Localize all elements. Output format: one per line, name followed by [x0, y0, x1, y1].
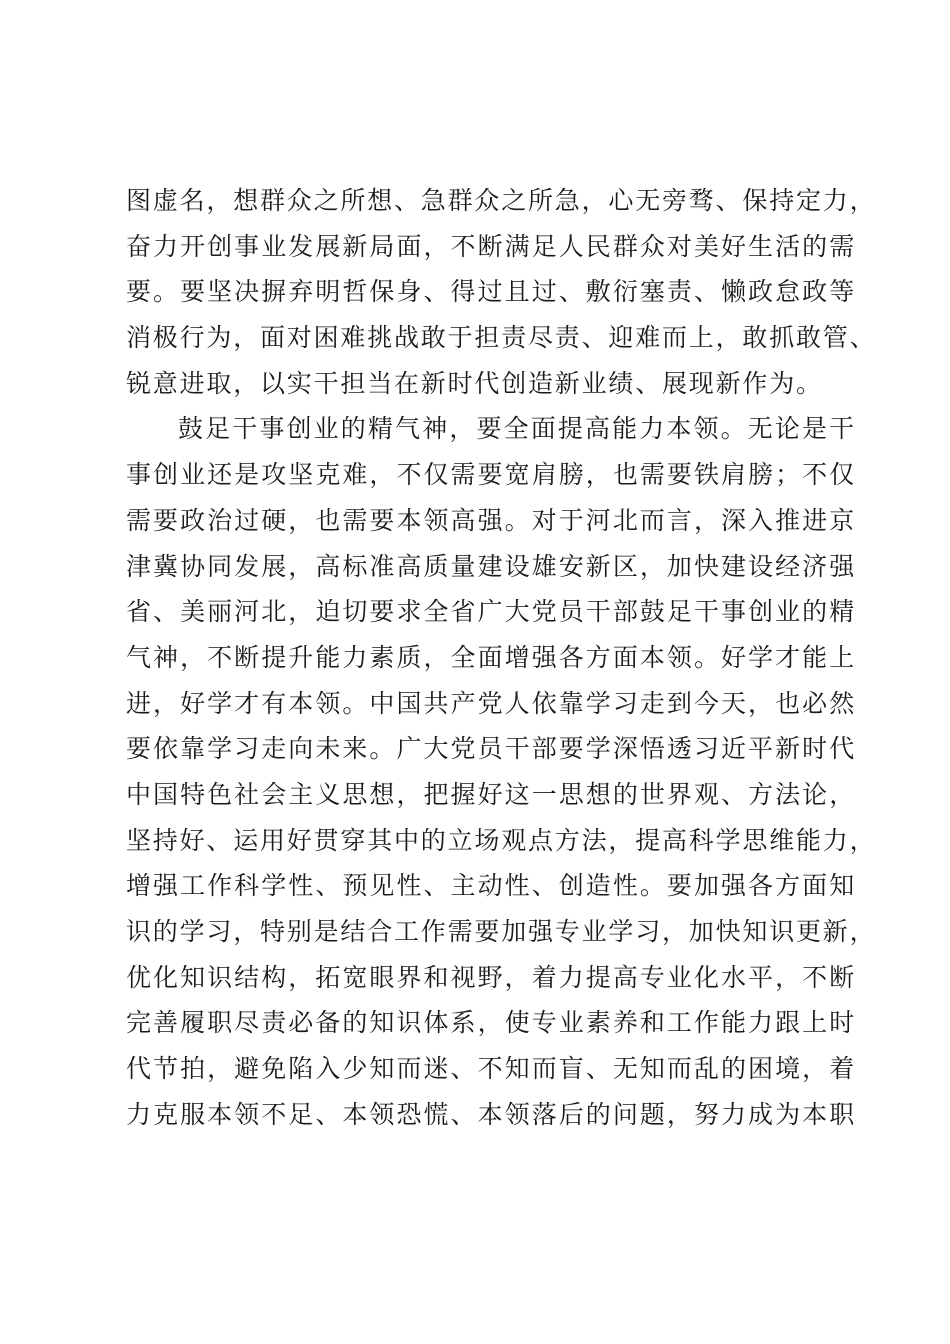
text-line: 鼓足干事创业的精气神，要全面提高能力本领。无论是干 [178, 414, 856, 444]
text-line: 气神，不断提升能力素质，全面增强各方面本领。好学才能上 [126, 642, 856, 672]
text-line: 完善履职尽责必备的知识体系，使专业素养和工作能力跟上时 [126, 1008, 856, 1038]
text-line: 增强工作科学性、预见性、主动性、创造性。要加强各方面知 [126, 871, 856, 901]
text-line: 津冀协同发展，高标准高质量建设雄安新区，加快建设经济强 [126, 551, 856, 581]
body-text [126, 178, 877, 1137]
text-line: 代节拍，避免陷入少知而迷、不知而盲、无知而乱的困境，着 [126, 1054, 856, 1084]
text-line: 需要政治过硬，也需要本领高强。对于河北而言，深入推进京 [126, 505, 856, 535]
text-line: 奋力开创事业发展新局面，不断满足人民群众对美好生活的需 [126, 231, 856, 261]
text-line: 力克服本领不足、本领恐慌、本领落后的问题，努力成为本职 [126, 1099, 856, 1129]
text-line: 消极行为，面对困难挑战敢于担责尽责、迎难而上，敢抓敢管、 [126, 323, 877, 353]
text-line: 坚持好、运用好贯穿其中的立场观点方法，提高科学思维能力， [126, 825, 877, 855]
text-line: 识的学习，特别是结合工作需要加强专业学习，加快知识更新， [126, 917, 877, 946]
text-line: 锐意进取，以实干担当在新时代创造新业绩、展现新作为。 [126, 368, 823, 398]
paragraph-1 [126, 178, 877, 406]
text-line: 要依靠学习走向未来。广大党员干部要学深悟透习近平新时代 [126, 734, 856, 764]
text-line: 进，好学才有本领。中国共产党人依靠学习走到今天，也必然 [126, 688, 856, 718]
text-line: 优化知识结构，拓宽眼界和视野，着力提高专业化水平，不断 [126, 962, 856, 992]
text-line: 事创业还是攻坚克难，不仅需要宽肩膀，也需要铁肩膀；不仅 [126, 460, 856, 490]
text-line: 图虚名，想群众之所想、急群众之所急，心无旁骛、保持定力， [126, 186, 877, 215]
paragraph-2 [126, 406, 877, 1137]
text-line: 省、美丽河北，迫切要求全省广大党员干部鼓足干事创业的精 [126, 597, 856, 627]
text-line: 中国特色社会主义思想，把握好这一思想的世界观、方法论， [126, 779, 856, 809]
text-line: 要。要坚决摒弃明哲保身、得过且过、敷衍塞责、懒政怠政等 [126, 277, 856, 307]
